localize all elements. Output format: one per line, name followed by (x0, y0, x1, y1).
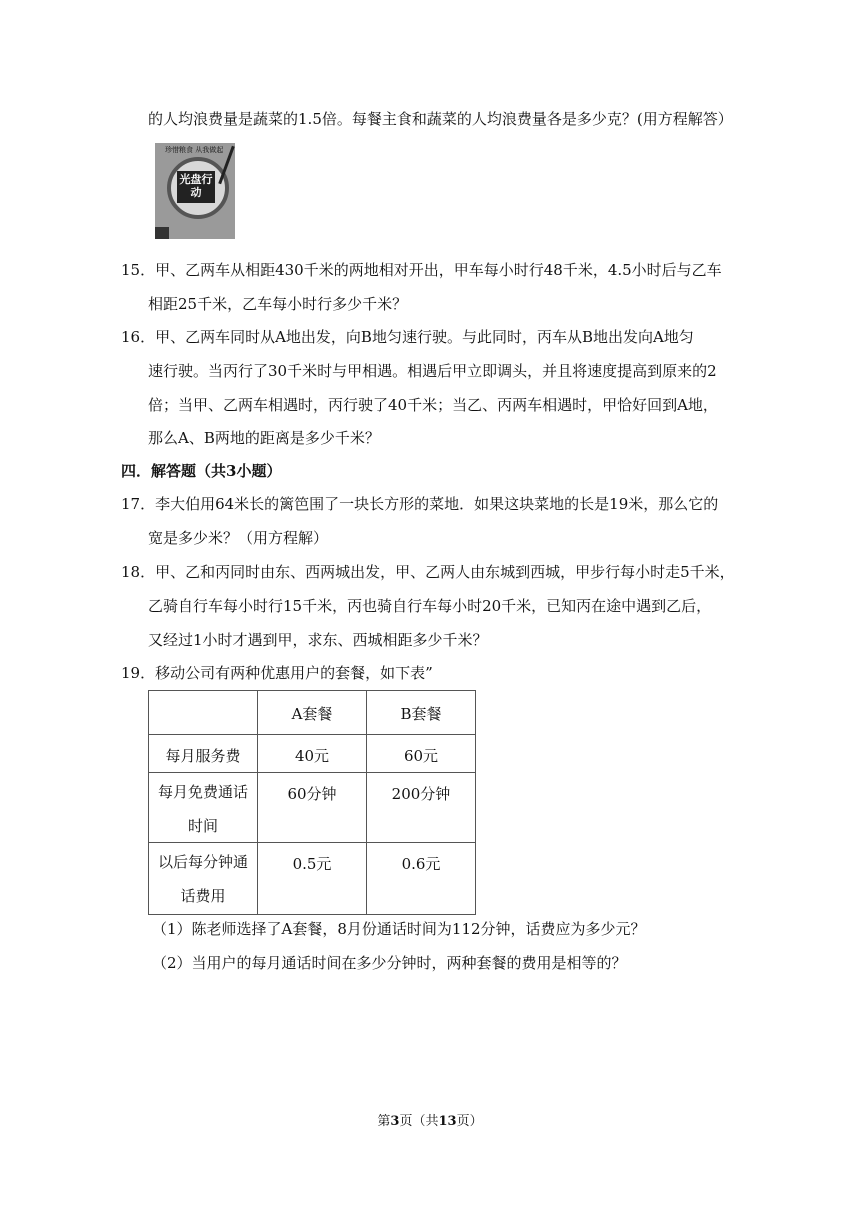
clean-plate-campaign-image (155, 143, 235, 239)
row-value-b: 0.6元 (367, 843, 476, 915)
question-17: 17．李大伯用64米长的篱笆围了一块长方形的菜地．如果这块菜地的长是19米，那么它的 (121, 495, 719, 513)
question-16: 16．甲、乙两车同时从A地出发，向B地匀速行驶。与此同时，丙车从B地出发向A地匀 (121, 328, 694, 346)
row-value-b: 200分钟 (367, 773, 476, 843)
image-top-text: 珍惜粮食 从我做起 (165, 146, 224, 154)
image-center-text: 光盘行动 (177, 171, 215, 203)
row-value-a: 60分钟 (258, 773, 367, 843)
table-row (149, 843, 476, 915)
row-label: 每月免费通话 时间 (149, 773, 258, 843)
row-value-a: 40元 (258, 735, 367, 773)
page-number: 3 (390, 1114, 400, 1129)
question-19: 19．移动公司有两种优惠用户的套餐，如下表” (121, 664, 433, 682)
table-header-b: B套餐 (367, 691, 476, 735)
question-19-sub1: （1）陈老师选择了A套餐，8月份通话时间为112分钟，话费应为多少元？ (152, 920, 646, 938)
table-row (149, 773, 476, 843)
table-header-row (149, 691, 476, 735)
row-label: 每月服务费 (149, 735, 258, 773)
table-header-a: A套餐 (258, 691, 367, 735)
row-label: 以后每分钟通 话费用 (149, 843, 258, 915)
q16-line1: 甲、乙两车同时从A地出发，向B地匀速行驶。与此同时，丙车从B地出发向A地匀 (155, 328, 694, 346)
section-4-heading: 四．解答题（共3小题） (121, 462, 282, 480)
row-value-b: 60元 (367, 735, 476, 773)
question-18-line2: 乙骑自行车每小时行15千米，丙也骑自行车每小时20千米，已知丙在途中遇到乙后， (148, 597, 712, 615)
question-16-line3: 倍；当甲、乙两车相遇时，丙行驶了40千米；当乙、丙两车相遇时，甲恰好回到A地， (148, 396, 718, 414)
page-total: 13 (438, 1114, 457, 1129)
q14-text-tail: 的人均浪费量是蔬菜的1.5倍。每餐主食和蔬菜的人均浪费量各是多少克？(用方程解答） (148, 110, 733, 128)
row-value-a: 0.5元 (258, 843, 367, 915)
question-18-line3: 又经过1小时才遇到甲，求东、西城相距多少千米？ (148, 631, 488, 649)
question-18: 18．甲、乙和丙同时由东、西两城出发，甲、乙两人由东城到西城，甲步行每小时走5千米， (121, 563, 735, 581)
question-16-line2: 速行驶。当丙行了30千米时与甲相遇。相遇后甲立即调头，并且将速度提高到原来的2 (148, 362, 717, 380)
table-row (149, 735, 476, 773)
plan-table (148, 690, 476, 915)
table-header-empty (149, 691, 258, 735)
question-19-sub2: （2）当用户的每月通话时间在多少分钟时，两种套餐的费用是相等的？ (152, 954, 627, 972)
question-15-line2: 相距25千米，乙车每小时行多少千米？ (148, 295, 408, 313)
question-15: 15．甲、乙两车从相距430千米的两地相对开出，甲车每小时行48千米，4.5小时后与乙车 (121, 261, 722, 279)
image-corner-mark (155, 227, 169, 239)
question-17-line2: 宽是多少米？（用方程解） (148, 529, 329, 547)
question-16-line4: 那么A、B两地的距离是多少千米？ (148, 429, 380, 447)
page-footer: 第3页（共13页） (377, 1114, 483, 1129)
